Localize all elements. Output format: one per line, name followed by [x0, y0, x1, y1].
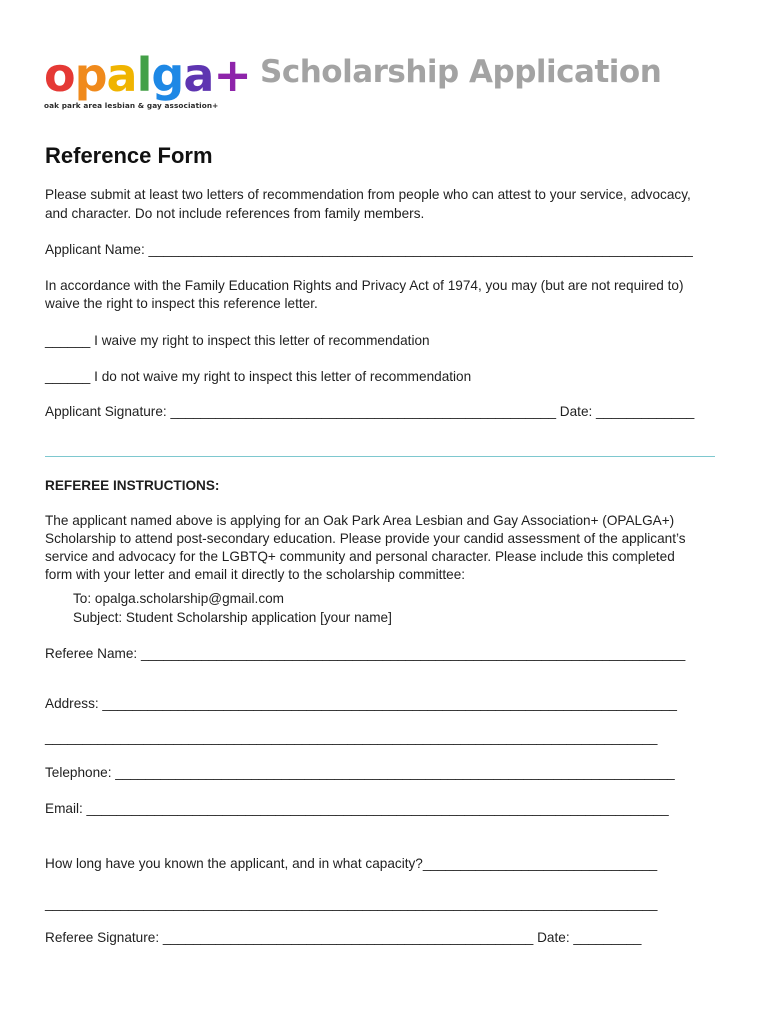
waive-option[interactable]: ______ I waive my right to inspect this letter of recommendation: [45, 333, 430, 348]
logo-letter: p: [74, 48, 107, 102]
email-subject: Subject: Student Scholarship application [your name]: [73, 610, 392, 625]
ferpa-text: waive the right to inspect this reference letter.: [45, 296, 318, 311]
logo-letter: l: [136, 48, 152, 102]
referee-instructions-text: The applicant named above is applying for an Oak Park Area Lesbian and Gay Association+ (OPALGA+): [45, 513, 675, 528]
ferpa-text: In accordance with the Family Education Rights and Privacy Act of 1974, you may (but are not required to): [45, 278, 684, 293]
email-to: To: opalga.scholarship@gmail.com: [73, 591, 285, 606]
address-field[interactable]: Address: ____________________________________________________________________________: [45, 696, 677, 711]
form-title: Reference Form: [45, 143, 213, 168]
telephone-field[interactable]: Telephone: __________________________________________________________________________: [45, 765, 675, 780]
intro-text: and character. Do not include references from family members.: [45, 206, 425, 221]
logo-letter: a: [106, 48, 137, 102]
logo-letter: o: [44, 48, 75, 102]
address-field-line-2[interactable]: _________________________________________________________________________________: [45, 730, 658, 745]
intro-text: Please submit at least two letters of recommendation from people who can attest to your service, advocacy,: [45, 187, 691, 202]
applicant-name-field[interactable]: Applicant Name: ________________________________________________________________________: [45, 242, 693, 257]
logo-wordmark: [44, 48, 251, 102]
section-divider: [45, 456, 715, 457]
email-field[interactable]: Email: _____________________________________________________________________________: [45, 801, 669, 816]
applicant-signature-field[interactable]: Applicant Signature: ___________________________________________________ Date: _____________: [45, 404, 695, 419]
opalga-logo: [44, 48, 251, 110]
logo-tagline: oak park area lesbian & gay association+: [44, 101, 219, 110]
not-waive-option[interactable]: ______ I do not waive my right to inspect this letter of recommendation: [45, 369, 472, 384]
logo-letter: a: [183, 48, 214, 102]
logo-letter: g: [151, 48, 184, 102]
page-header-title: Scholarship Application: [260, 54, 662, 90]
referee-signature-field[interactable]: Referee Signature: _________________________________________________ Date: _________: [45, 930, 642, 945]
logo-letter: +: [213, 48, 251, 102]
referee-instructions-text: form with your letter and email it directly to the scholarship committee:: [45, 567, 466, 582]
known-applicant-field[interactable]: How long have you known the applicant, and in what capacity?_______________________________: [45, 856, 658, 871]
referee-name-field[interactable]: Referee Name: ________________________________________________________________________: [45, 646, 686, 661]
referee-instructions-heading: REFEREE INSTRUCTIONS:: [45, 478, 220, 493]
referee-instructions-text: service and advocacy for the LGBTQ+ community and personal character. Please include this completed: [45, 549, 675, 564]
known-applicant-field-line-2[interactable]: _________________________________________________________________________________: [45, 896, 658, 911]
referee-instructions-text: Scholarship to attend post-secondary education. Please provide your candid assessment of the applicant’s: [45, 531, 686, 546]
